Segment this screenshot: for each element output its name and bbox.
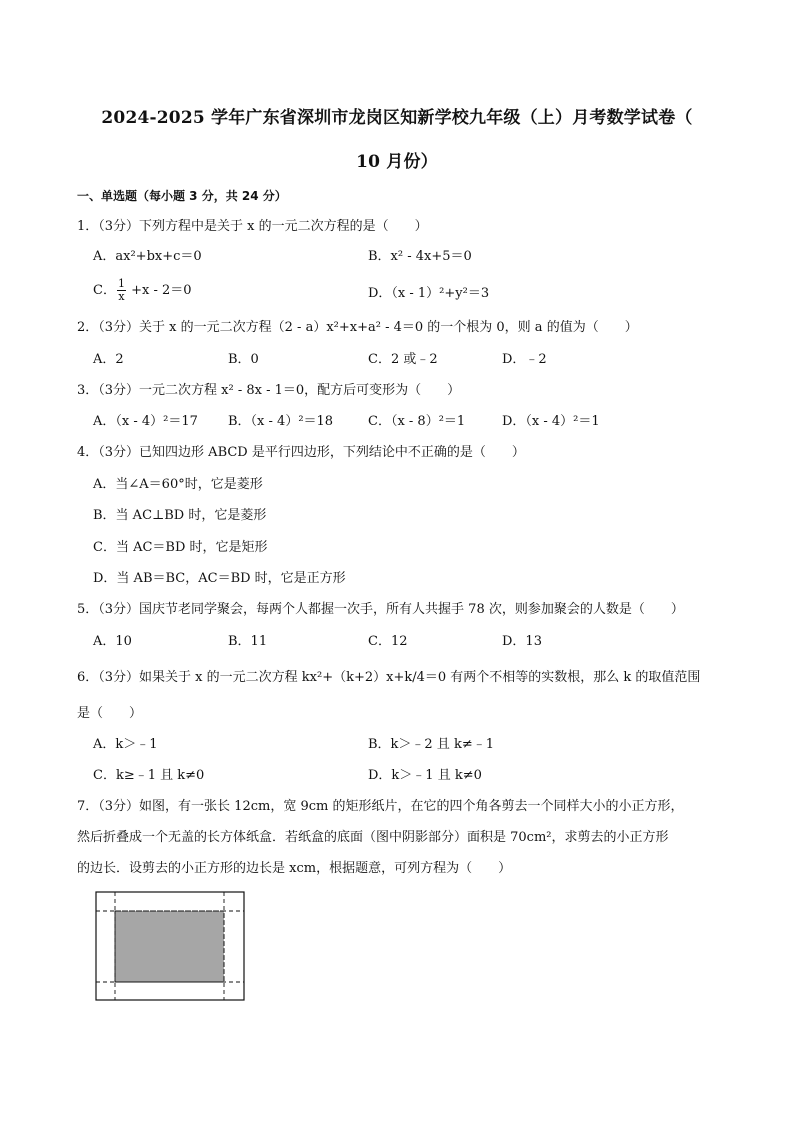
section-heading: 一、单选题（每小题 3 分，共 24 分） <box>77 189 287 203</box>
paper-title-line2: 10 月份） <box>356 152 438 172</box>
paper-box-figure <box>95 891 247 1003</box>
fraction <box>117 278 126 303</box>
q4-stem: 4．（3分）已知四边形 ABCD 是平行四边形，下列结论中不正确的是（ ） <box>77 445 525 460</box>
q6-stem-continued: 是（ ） <box>77 706 143 721</box>
q6-option-c: C．k≥﹣1 且 k≠0 <box>93 768 205 783</box>
q1-option-c-rest: +x - 2＝0 <box>126 283 192 298</box>
fraction-numerator: 1 <box>117 277 125 290</box>
shaded-base <box>115 911 224 982</box>
q3-option-d: D．（x - 4）²＝1 <box>502 414 600 429</box>
q6-stem: 6．（3分）如果关于 x 的一元二次方程 kx²+（k+2）x+k/4＝0 有两个不相等的实数根，那么 k 的取值范围 <box>77 670 701 685</box>
q3-option-b: B．（x - 4）²＝18 <box>228 414 334 429</box>
q5-stem: 5．（3分）国庆节老同学聚会，每两个人都握一次手，所有人共握手 78 次，则参加聚会的人数是（ ） <box>77 602 684 617</box>
q4-option-d: D．当 AB＝BC，AC＝BD 时，它是正方形 <box>93 571 346 586</box>
q7-stem-line3: 的边长．设剪去的小正方形的边长是 xcm，根据题意，可列方程为（ ） <box>77 861 512 876</box>
q6-option-a: A．k＞﹣1 <box>93 737 158 752</box>
q7-stem-line2: 然后折叠成一个无盖的长方体纸盒．若纸盒的底面（图中阴影部分）面积是 70cm²，求剪去的小正方形 <box>77 830 669 845</box>
q1-option-c <box>93 278 192 303</box>
q3-option-a: A．（x - 4）²＝17 <box>93 414 198 429</box>
q2-option-c: C．2 或﹣2 <box>368 352 438 367</box>
paper-title-line1: 2024-2025 学年广东省深圳市龙岗区知新学校九年级（上）月考数学试卷（ <box>101 108 693 128</box>
q1-option-d: D．（x - 1）²+y²＝3 <box>368 286 490 301</box>
q1-option-b: B．x² - 4x+5＝0 <box>368 249 472 264</box>
q4-option-a: A．当∠A＝60°时，它是菱形 <box>93 477 263 492</box>
q6-option-b: B．k＞﹣2 且 k≠﹣1 <box>368 737 495 752</box>
q4-option-c: C．当 AC＝BD 时，它是矩形 <box>93 540 268 555</box>
q5-option-b: B．11 <box>228 634 268 649</box>
q6-option-d: D．k＞﹣1 且 k≠0 <box>368 768 482 783</box>
q1-stem: 1．（3分）下列方程中是关于 x 的一元二次方程的是（ ） <box>77 219 428 234</box>
q1-option-c-prefix: C． <box>93 283 116 298</box>
q2-option-a: A．2 <box>93 352 124 367</box>
q2-option-b: B．0 <box>228 352 259 367</box>
q2-option-d: D．﹣2 <box>502 352 547 367</box>
q5-option-c: C．12 <box>368 634 408 649</box>
q1-option-a: A．ax²+bx+c＝0 <box>93 249 202 264</box>
q7-stem-line1: 7．（3分）如图，有一张长 12cm，宽 9cm 的矩形纸片，在它的四个角各剪去一个同样大小的小正方形， <box>77 799 684 814</box>
q2-stem: 2．（3分）关于 x 的一元二次方程（2 - a）x²+x+a² - 4＝0 的一个根为 0，则 a 的值为（ ） <box>77 320 638 335</box>
fraction-denominator: x <box>118 290 125 303</box>
q3-option-c: C．（x - 8）²＝1 <box>368 414 466 429</box>
q4-option-b: B．当 AC⊥BD 时，它是菱形 <box>93 508 267 523</box>
q5-option-d: D．13 <box>502 634 542 649</box>
q5-option-a: A．10 <box>93 634 132 649</box>
q3-stem: 3．（3分）一元二次方程 x² - 8x - 1＝0，配方后可变形为（ ） <box>77 383 461 398</box>
